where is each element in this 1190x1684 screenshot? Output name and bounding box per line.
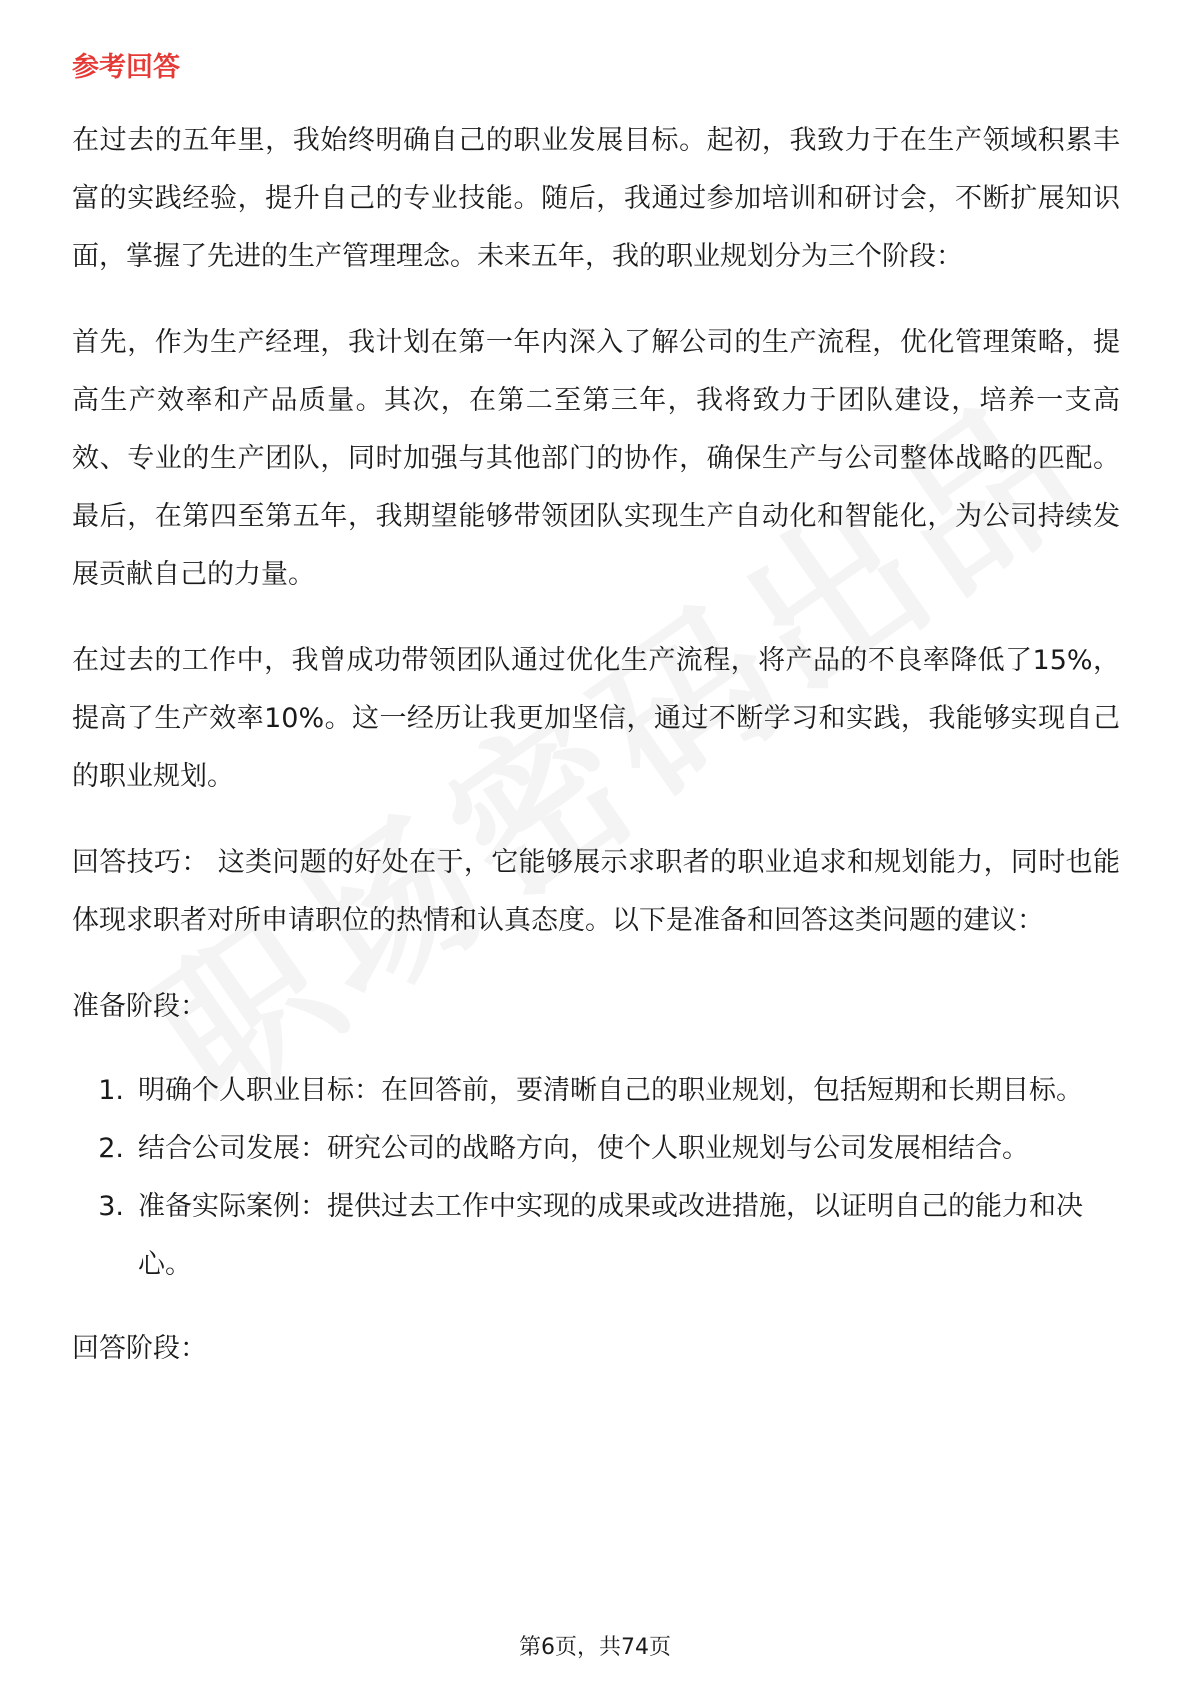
prep-heading: 准备阶段： [72,991,207,1022]
list-number: 2. [98,1133,124,1164]
section-title: 参考回答 [72,52,180,83]
list-number: 3. [98,1191,124,1222]
list-text: 结合公司发展：研究公司的战略方向，使个人职业规划与公司发展相结合。 [138,1133,1029,1164]
paragraph-tips: 回答技巧： 这类问题的好处在于，它能够展示求职者的职业追求和规划能力，同时也能体现求职者对所申请职位的热情和认真态度。以下是准备和回答这类问题的建议： [72,847,1120,936]
list-item [72,1178,1120,1294]
list-number: 1. [98,1075,124,1106]
list-text: 准备实际案例：提供过去工作中实现的成果或改进措施，以证明自己的能力和决心。 [138,1191,1083,1280]
list-item [72,1120,1120,1178]
prep-list [72,1062,1120,1294]
list-item [72,1062,1120,1120]
list-text: 明确个人职业目标：在回答前，要清晰自己的职业规划，包括短期和长期目标。 [138,1075,1083,1106]
paragraph-intro: 在过去的五年里，我始终明确自己的职业发展目标。起初，我致力于在生产领域积累丰富的实践经验，提升自己的专业技能。随后，我通过参加培训和研讨会，不断扩展知识面，掌握了先进的生产管理理念。未来五年，我的职业规划分为三个阶段： [72,125,1120,272]
page-footer: 第6页，共74页 [519,1635,671,1660]
paragraph-plan: 首先，作为生产经理，我计划在第一年内深入了解公司的生产流程，优化管理策略，提高生产效率和产品质量。其次，在第二至第三年，我将致力于团队建设，培养一支高效、专业的生产团队，同时加强与其他部门的协作，确保生产与公司整体战略的匹配。最后，在第四至第五年，我期望能够带领团队实现生产自动化和智能化，为公司持续发展贡献自己的力量。 [72,327,1120,590]
page-content [72,46,1120,1404]
paragraph-achievement: 在过去的工作中，我曾成功带领团队通过优化生产流程，将产品的不良率降低了15%，提高了生产效率10%。这一经历让我更加坚信，通过不断学习和实践，我能够实现自己的职业规划。 [72,645,1120,792]
answer-heading: 回答阶段： [72,1333,207,1364]
